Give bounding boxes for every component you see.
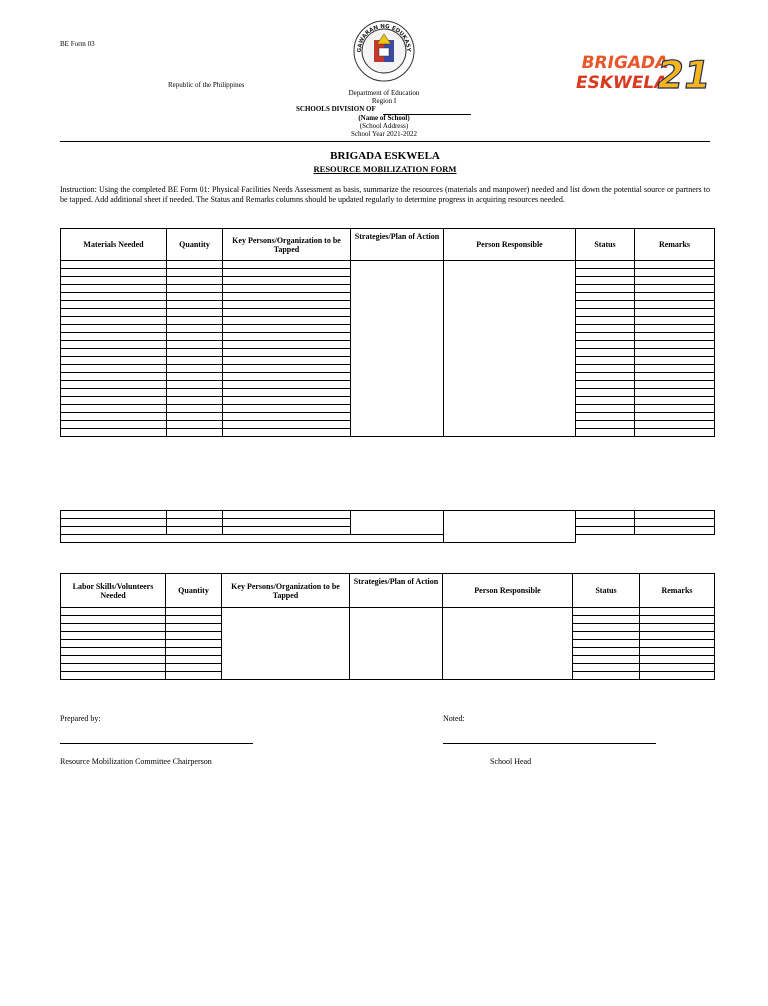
table-cell[interactable] xyxy=(61,413,167,421)
svg-text:KAGAWARAN NG EDUKASYON: GAWARAN NG EDUKASY xyxy=(356,23,412,53)
merged-cell[interactable] xyxy=(444,261,576,437)
col-labor-status: Status xyxy=(573,574,640,608)
table-cell[interactable] xyxy=(223,381,351,389)
school-name: (Name of School) xyxy=(358,114,410,122)
table-cell[interactable] xyxy=(576,325,635,333)
table-cell[interactable] xyxy=(61,608,166,616)
table-cell[interactable] xyxy=(576,285,635,293)
table-cell[interactable] xyxy=(167,349,223,357)
table-cell[interactable] xyxy=(61,632,166,640)
table-cell[interactable] xyxy=(61,373,167,381)
table-cell[interactable] xyxy=(167,261,223,269)
table-cell[interactable] xyxy=(640,656,715,664)
form-subtitle: RESOURCE MOBILIZATION FORM xyxy=(313,164,457,174)
table-cell[interactable] xyxy=(61,293,167,301)
col-remarks: Remarks xyxy=(635,229,715,261)
merged-cell[interactable] xyxy=(351,261,444,437)
table-cell[interactable] xyxy=(167,413,223,421)
table-cell[interactable] xyxy=(166,664,222,672)
table-cell[interactable] xyxy=(61,261,167,269)
table-cell[interactable] xyxy=(223,349,351,357)
table-cell[interactable] xyxy=(223,293,351,301)
table-cell[interactable] xyxy=(61,301,167,309)
table-cell[interactable] xyxy=(635,397,715,405)
merged-cell[interactable] xyxy=(350,608,443,680)
table-cell[interactable] xyxy=(640,632,715,640)
table-cell[interactable] xyxy=(640,640,715,648)
table-cell[interactable] xyxy=(167,365,223,373)
table-cell[interactable] xyxy=(576,397,635,405)
col-labor: Labor Skills/Volunteers Needed xyxy=(61,574,166,608)
table-cell[interactable] xyxy=(573,648,640,656)
table-cell[interactable] xyxy=(61,333,167,341)
table-cell[interactable] xyxy=(167,333,223,341)
table-cell[interactable] xyxy=(223,333,351,341)
logo-line2-text: ESKWELA xyxy=(574,73,669,93)
table-cell[interactable] xyxy=(167,317,223,325)
table-cell[interactable] xyxy=(640,664,715,672)
col-materials: Materials Needed xyxy=(61,229,167,261)
prepared-by-label: Prepared by: xyxy=(60,714,101,723)
table-cell[interactable] xyxy=(167,397,223,405)
school-year: School Year 2021-2022 xyxy=(351,130,417,138)
table-cell[interactable] xyxy=(223,357,351,365)
table-cell[interactable] xyxy=(61,656,166,664)
table-cell[interactable] xyxy=(167,269,223,277)
table-cell[interactable] xyxy=(167,293,223,301)
chair-label: Resource Mobilization Committee Chairperson xyxy=(60,757,212,766)
region-text: Region I xyxy=(371,97,397,105)
labor-table-body xyxy=(61,608,715,680)
department-text: Department of Education xyxy=(348,89,420,97)
col-labor-strategies: Strategies/Plan of Action xyxy=(350,574,443,608)
head-label: School Head xyxy=(490,757,532,766)
table-cell[interactable] xyxy=(223,389,351,397)
table-cell[interactable] xyxy=(167,301,223,309)
table-cell[interactable] xyxy=(640,672,715,680)
table-cell[interactable] xyxy=(223,365,351,373)
table-cell[interactable] xyxy=(640,624,715,632)
table-cell[interactable] xyxy=(573,608,640,616)
republic-text: Republic of the Philippines xyxy=(168,81,245,89)
form-code: BE Form 03 xyxy=(60,40,95,48)
table-cell[interactable] xyxy=(635,413,715,421)
table-cell[interactable] xyxy=(635,285,715,293)
chair-signature-line xyxy=(60,743,253,744)
table-cell[interactable] xyxy=(573,616,640,624)
table-cell[interactable] xyxy=(635,301,715,309)
table-cell[interactable] xyxy=(223,341,351,349)
table-cell[interactable] xyxy=(635,317,715,325)
col-person-responsible: Person Responsible xyxy=(444,229,576,261)
table-cell[interactable] xyxy=(635,357,715,365)
table-cell[interactable] xyxy=(635,309,715,317)
table-cell[interactable] xyxy=(576,301,635,309)
table-cell[interactable] xyxy=(61,664,166,672)
table-cell[interactable] xyxy=(223,397,351,405)
table-cell[interactable] xyxy=(576,261,635,269)
table-cell[interactable] xyxy=(167,381,223,389)
table-cell[interactable] xyxy=(635,429,715,437)
materials-table xyxy=(60,228,715,437)
table-cell[interactable] xyxy=(635,381,715,389)
table-cell[interactable] xyxy=(576,333,635,341)
division-label: SCHOOLS DIVISION OF xyxy=(296,105,376,113)
table-cell[interactable] xyxy=(61,325,167,333)
table-cell[interactable] xyxy=(167,421,223,429)
table-cell[interactable] xyxy=(573,664,640,672)
table-cell[interactable] xyxy=(573,640,640,648)
table-cell[interactable] xyxy=(576,269,635,277)
table-cell[interactable] xyxy=(61,285,167,293)
table-cell[interactable] xyxy=(166,672,222,680)
table-cell[interactable] xyxy=(635,421,715,429)
table-cell[interactable] xyxy=(167,341,223,349)
noted-label: Noted: xyxy=(443,714,465,723)
instruction-text: Instruction: Using the completed BE Form 01: Physical Facilities Needs Assessment as basis, summarize the resources (materials and manpower) needed and list down the potential source or partners to be tapped. Add additional sheet if needed. The Status and Remarks columns should be updated regularly to determine progress in acquiring resources needed. xyxy=(60,185,710,204)
form-title: BRIGADA ESKWELA xyxy=(330,150,440,162)
table-cell[interactable] xyxy=(576,429,635,437)
continuation-table xyxy=(60,510,715,543)
table-cell[interactable] xyxy=(166,648,222,656)
table-cell[interactable] xyxy=(573,624,640,632)
table-cell[interactable] xyxy=(223,413,351,421)
table-cell[interactable] xyxy=(167,309,223,317)
table-cell[interactable] xyxy=(167,429,223,437)
table-cell[interactable] xyxy=(167,277,223,285)
table-cell[interactable] xyxy=(635,261,715,269)
table-cell[interactable] xyxy=(166,656,222,664)
table-cell[interactable] xyxy=(573,632,640,640)
table-cell[interactable] xyxy=(576,405,635,413)
table-cell[interactable] xyxy=(223,405,351,413)
table-cell[interactable] xyxy=(635,325,715,333)
table-cell[interactable] xyxy=(576,381,635,389)
table-cell[interactable] xyxy=(167,389,223,397)
table-cell[interactable] xyxy=(223,269,351,277)
table-cell[interactable] xyxy=(61,648,166,656)
table-cell[interactable] xyxy=(576,389,635,397)
table-cell[interactable] xyxy=(576,317,635,325)
col-quantity: Quantity xyxy=(167,229,223,261)
table-cell[interactable] xyxy=(635,341,715,349)
table-cell[interactable] xyxy=(223,317,351,325)
table-cell[interactable] xyxy=(167,285,223,293)
table-cell[interactable] xyxy=(61,277,167,285)
merged-cell[interactable] xyxy=(222,608,350,680)
table-cell[interactable] xyxy=(166,616,222,624)
table-cell[interactable] xyxy=(635,389,715,397)
table-cell[interactable] xyxy=(223,301,351,309)
table-cell[interactable] xyxy=(61,309,167,317)
table-cell[interactable] xyxy=(576,349,635,357)
table-cell[interactable] xyxy=(640,608,715,616)
table-cell[interactable] xyxy=(61,624,166,632)
col-labor-person-responsible: Person Responsible xyxy=(443,574,573,608)
table-cell[interactable] xyxy=(640,616,715,624)
table-cell[interactable] xyxy=(61,365,167,373)
table-cell[interactable] xyxy=(576,293,635,301)
table-cell[interactable] xyxy=(61,616,166,624)
col-labor-quantity: Quantity xyxy=(166,574,222,608)
table-row xyxy=(61,261,715,269)
table-cell[interactable] xyxy=(635,333,715,341)
table-cell[interactable] xyxy=(576,413,635,421)
table-cell[interactable] xyxy=(61,640,166,648)
table-cell[interactable] xyxy=(166,640,222,648)
col-labor-remarks: Remarks xyxy=(640,574,715,608)
col-key-persons: Key Persons/Organization to be Tapped xyxy=(223,229,351,261)
labor-table xyxy=(60,573,715,680)
table-cell[interactable] xyxy=(573,656,640,664)
table-cell[interactable] xyxy=(61,349,167,357)
table-cell[interactable] xyxy=(61,269,167,277)
table-cell[interactable] xyxy=(576,373,635,381)
table-cell[interactable] xyxy=(61,672,166,680)
table-cell[interactable] xyxy=(223,373,351,381)
col-labor-key-persons: Key Persons/Organization to be Tapped xyxy=(222,574,350,608)
table-cell[interactable] xyxy=(223,277,351,285)
table-cell[interactable] xyxy=(166,624,222,632)
table-cell[interactable] xyxy=(61,357,167,365)
brigada-eskwela-logo xyxy=(574,48,714,98)
table-cell[interactable] xyxy=(166,632,222,640)
table-cell[interactable] xyxy=(166,608,222,616)
table-cell[interactable] xyxy=(576,341,635,349)
logo-year-text: 21 xyxy=(653,53,714,98)
deped-seal-icon xyxy=(353,20,415,82)
table-cell[interactable] xyxy=(167,357,223,365)
table-cell[interactable] xyxy=(576,421,635,429)
table-cell[interactable] xyxy=(61,397,167,405)
table-cell[interactable] xyxy=(167,373,223,381)
table-cell[interactable] xyxy=(61,389,167,397)
table-cell[interactable] xyxy=(223,421,351,429)
table-cell[interactable] xyxy=(61,421,167,429)
table-cell[interactable] xyxy=(61,381,167,389)
table-cell[interactable] xyxy=(223,309,351,317)
table-cell[interactable] xyxy=(635,277,715,285)
table-cell[interactable] xyxy=(61,405,167,413)
table-cell[interactable] xyxy=(61,317,167,325)
merged-cell[interactable] xyxy=(443,608,573,680)
header-divider xyxy=(60,141,710,142)
table-cell[interactable] xyxy=(167,325,223,333)
table-cell[interactable] xyxy=(223,429,351,437)
materials-table-body xyxy=(61,261,715,437)
table-row xyxy=(61,608,715,616)
table-cell[interactable] xyxy=(61,429,167,437)
head-signature-line xyxy=(443,743,656,744)
table-cell[interactable] xyxy=(640,648,715,656)
table-cell[interactable] xyxy=(635,365,715,373)
table-cell[interactable] xyxy=(635,349,715,357)
col-strategies: Strategies/Plan of Action xyxy=(351,229,444,261)
col-status: Status xyxy=(576,229,635,261)
table-cell[interactable] xyxy=(223,261,351,269)
table-cell[interactable] xyxy=(576,309,635,317)
logo-line1-text: BRIGADA xyxy=(579,53,670,73)
table-cell[interactable] xyxy=(635,293,715,301)
table-cell[interactable] xyxy=(635,405,715,413)
table-cell[interactable] xyxy=(576,365,635,373)
table-cell[interactable] xyxy=(635,269,715,277)
school-address: (School Address) xyxy=(359,122,409,130)
table-cell[interactable] xyxy=(61,341,167,349)
table-cell[interactable] xyxy=(223,325,351,333)
table-cell[interactable] xyxy=(223,285,351,293)
table-cell[interactable] xyxy=(576,277,635,285)
table-cell[interactable] xyxy=(167,405,223,413)
table-cell[interactable] xyxy=(635,373,715,381)
table-cell[interactable] xyxy=(576,357,635,365)
table-cell[interactable] xyxy=(573,672,640,680)
